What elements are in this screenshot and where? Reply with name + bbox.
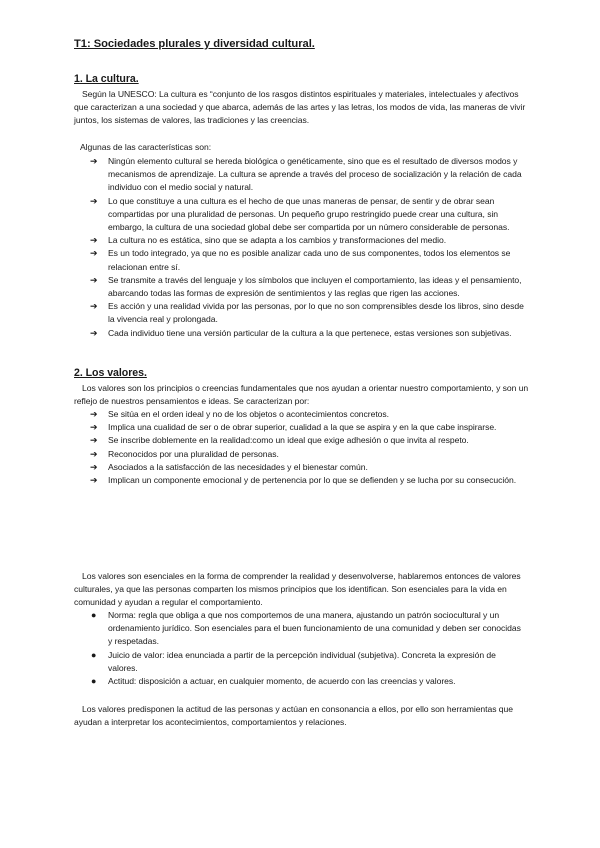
list-item: ● Norma: regla que obliga a que nos comportemos de una manera, ajustando un patrón sociocultural y un ordenamiento jurídico. Son esenciales para el buen funcionamiento de una comunidad y deben ser conocidas y respetadas. (91, 610, 521, 647)
section-heading-values: 2. Los valores. (74, 367, 147, 379)
culture-intro-paragraph: Según la UNESCO: La cultura es “conjunto de los rasgos distintos espirituales y materiales, intelectuales y afectivos que caracterizan a una sociedad y que abarca, además de las artes y las letras, los modos de vida, las maneras de vivir juntos, los sistemas de valores, las tradiciones y las creencias. (74, 89, 526, 126)
arrow-icon: ➔ (90, 409, 98, 419)
arrow-icon: ➔ (90, 327, 98, 338)
list-item: ➔ Se sitúa en el orden ideal y no de los objetos o acontecimientos concretos. (74, 408, 526, 421)
arrow-icon: ➔ (90, 195, 98, 206)
arrow-icon: ➔ (90, 475, 98, 486)
arrow-icon: ➔ (90, 156, 98, 166)
list-item: ➔ La cultura no es estática, sino que se adapta a los cambios y transformaciones del medio. (74, 234, 526, 247)
list-item: ➔ Es un todo integrado, ya que no es posible analizar cada uno de sus componentes, todos los elementos se relacionan entre sí. (90, 248, 511, 272)
values-closing-paragraph: Los valores predisponen la actitud de las personas y actúan en consonancia a ellos, por ello son herramientas que ayudan a interpretar los acontecimientos, comportamientos y relaciones. (74, 704, 513, 728)
list-item: ➔ Reconocidos por una pluralidad de personas. (74, 448, 526, 461)
bullet-dot-icon: ● (91, 676, 97, 687)
list-item: ➔ Se inscribe doblemente en la realidad:como un ideal que exige adhesión o que invita al respeto. (74, 434, 526, 447)
arrow-icon: ➔ (90, 274, 98, 285)
arrow-icon: ➔ (90, 248, 98, 259)
arrow-icon: ➔ (90, 301, 98, 312)
section-heading-culture: 1. La cultura. (74, 73, 139, 85)
values-types-list (74, 609, 526, 688)
arrow-icon: ➔ (90, 448, 98, 459)
arrow-icon: ➔ (90, 461, 98, 472)
culture-characteristics-list (74, 155, 526, 340)
list-item: ➔ Cada individuo tiene una versión particular de la cultura a la que pertenece, estas versiones son subjetivas. (74, 327, 526, 340)
list-item: ➔ Implican un componente emocional y de pertenencia por lo que se defienden y se lucha por su consecución. (74, 474, 526, 487)
list-item: ➔ Ningún elemento cultural se hereda biológica o genéticamente, sino que es el resultado de diversos modos y mecanismos de aprendizaje. La cultura se aprende a través del proceso de socialización y la relación de cada individuo con el medio social y natural. (90, 156, 522, 193)
list-item: ● Juicio de valor: idea enunciada a partir de la percepción individual (subjetiva). Concreta la expresión de valores. (91, 649, 496, 673)
values-culture-paragraph: Los valores son esenciales en la forma de comprender la realidad y desenvolverse, hablaremos entonces de valores culturales, ya que las personas comparten los mismos principios que los identifican. Son esenciales para la vida en comunidad y ayudan a regular el comportamiento. (74, 571, 521, 608)
list-item: ➔ Se transmite a través del lenguaje y los símbolos que incluyen el comportamiento, las ideas y el pensamiento, abarcando todas las formas de expresión de sentimientos y las reglas que rigen las acciones. (90, 274, 522, 299)
list-item: ➔ Asociados a la satisfacción de las necesidades y el bienestar común. (74, 461, 526, 474)
list-item: ➔ Lo que constituye a una cultura es el hecho de que unas maneras de pensar, de sentir y de obrar sean compartidas por una pluralidad de personas. Un pequeño grupo restringido puede crear una cultura, sin embargo, la cultura de una sociedad global debe ser compartida por un número considerable de personas. (90, 195, 510, 233)
bullet-dot-icon: ● (91, 649, 97, 660)
list-item: ➔ Es acción y una realidad vivida por las personas, por lo que no son comprensibles desde los libros, sino desde la vivencia real y prolongada. (90, 301, 524, 325)
arrow-icon: ➔ (90, 422, 98, 433)
arrow-icon: ➔ (90, 235, 98, 246)
values-characteristics-list (74, 408, 526, 487)
list-item: ➔ Implica una cualidad de ser o de obrar superior, cualidad a la que se aspira y en la que cabe inspirarse. (74, 421, 526, 434)
arrow-icon: ➔ (90, 435, 98, 446)
bullet-dot-icon: ● (91, 610, 97, 620)
characteristics-lead: Algunas de las características son: (80, 142, 212, 152)
document-title: T1: Sociedades plurales y diversidad cultural. (74, 38, 315, 50)
list-item: ● Actitud: disposición a actuar, en cualquier momento, de acuerdo con las creencias y valores. (74, 675, 526, 688)
values-intro-paragraph: Los valores son los principios o creencias fundamentales que nos ayudan a orientar nuestro comportamiento, y son un reflejo de nuestros pensamientos e ideas. Se caracterizan por: (74, 383, 529, 407)
